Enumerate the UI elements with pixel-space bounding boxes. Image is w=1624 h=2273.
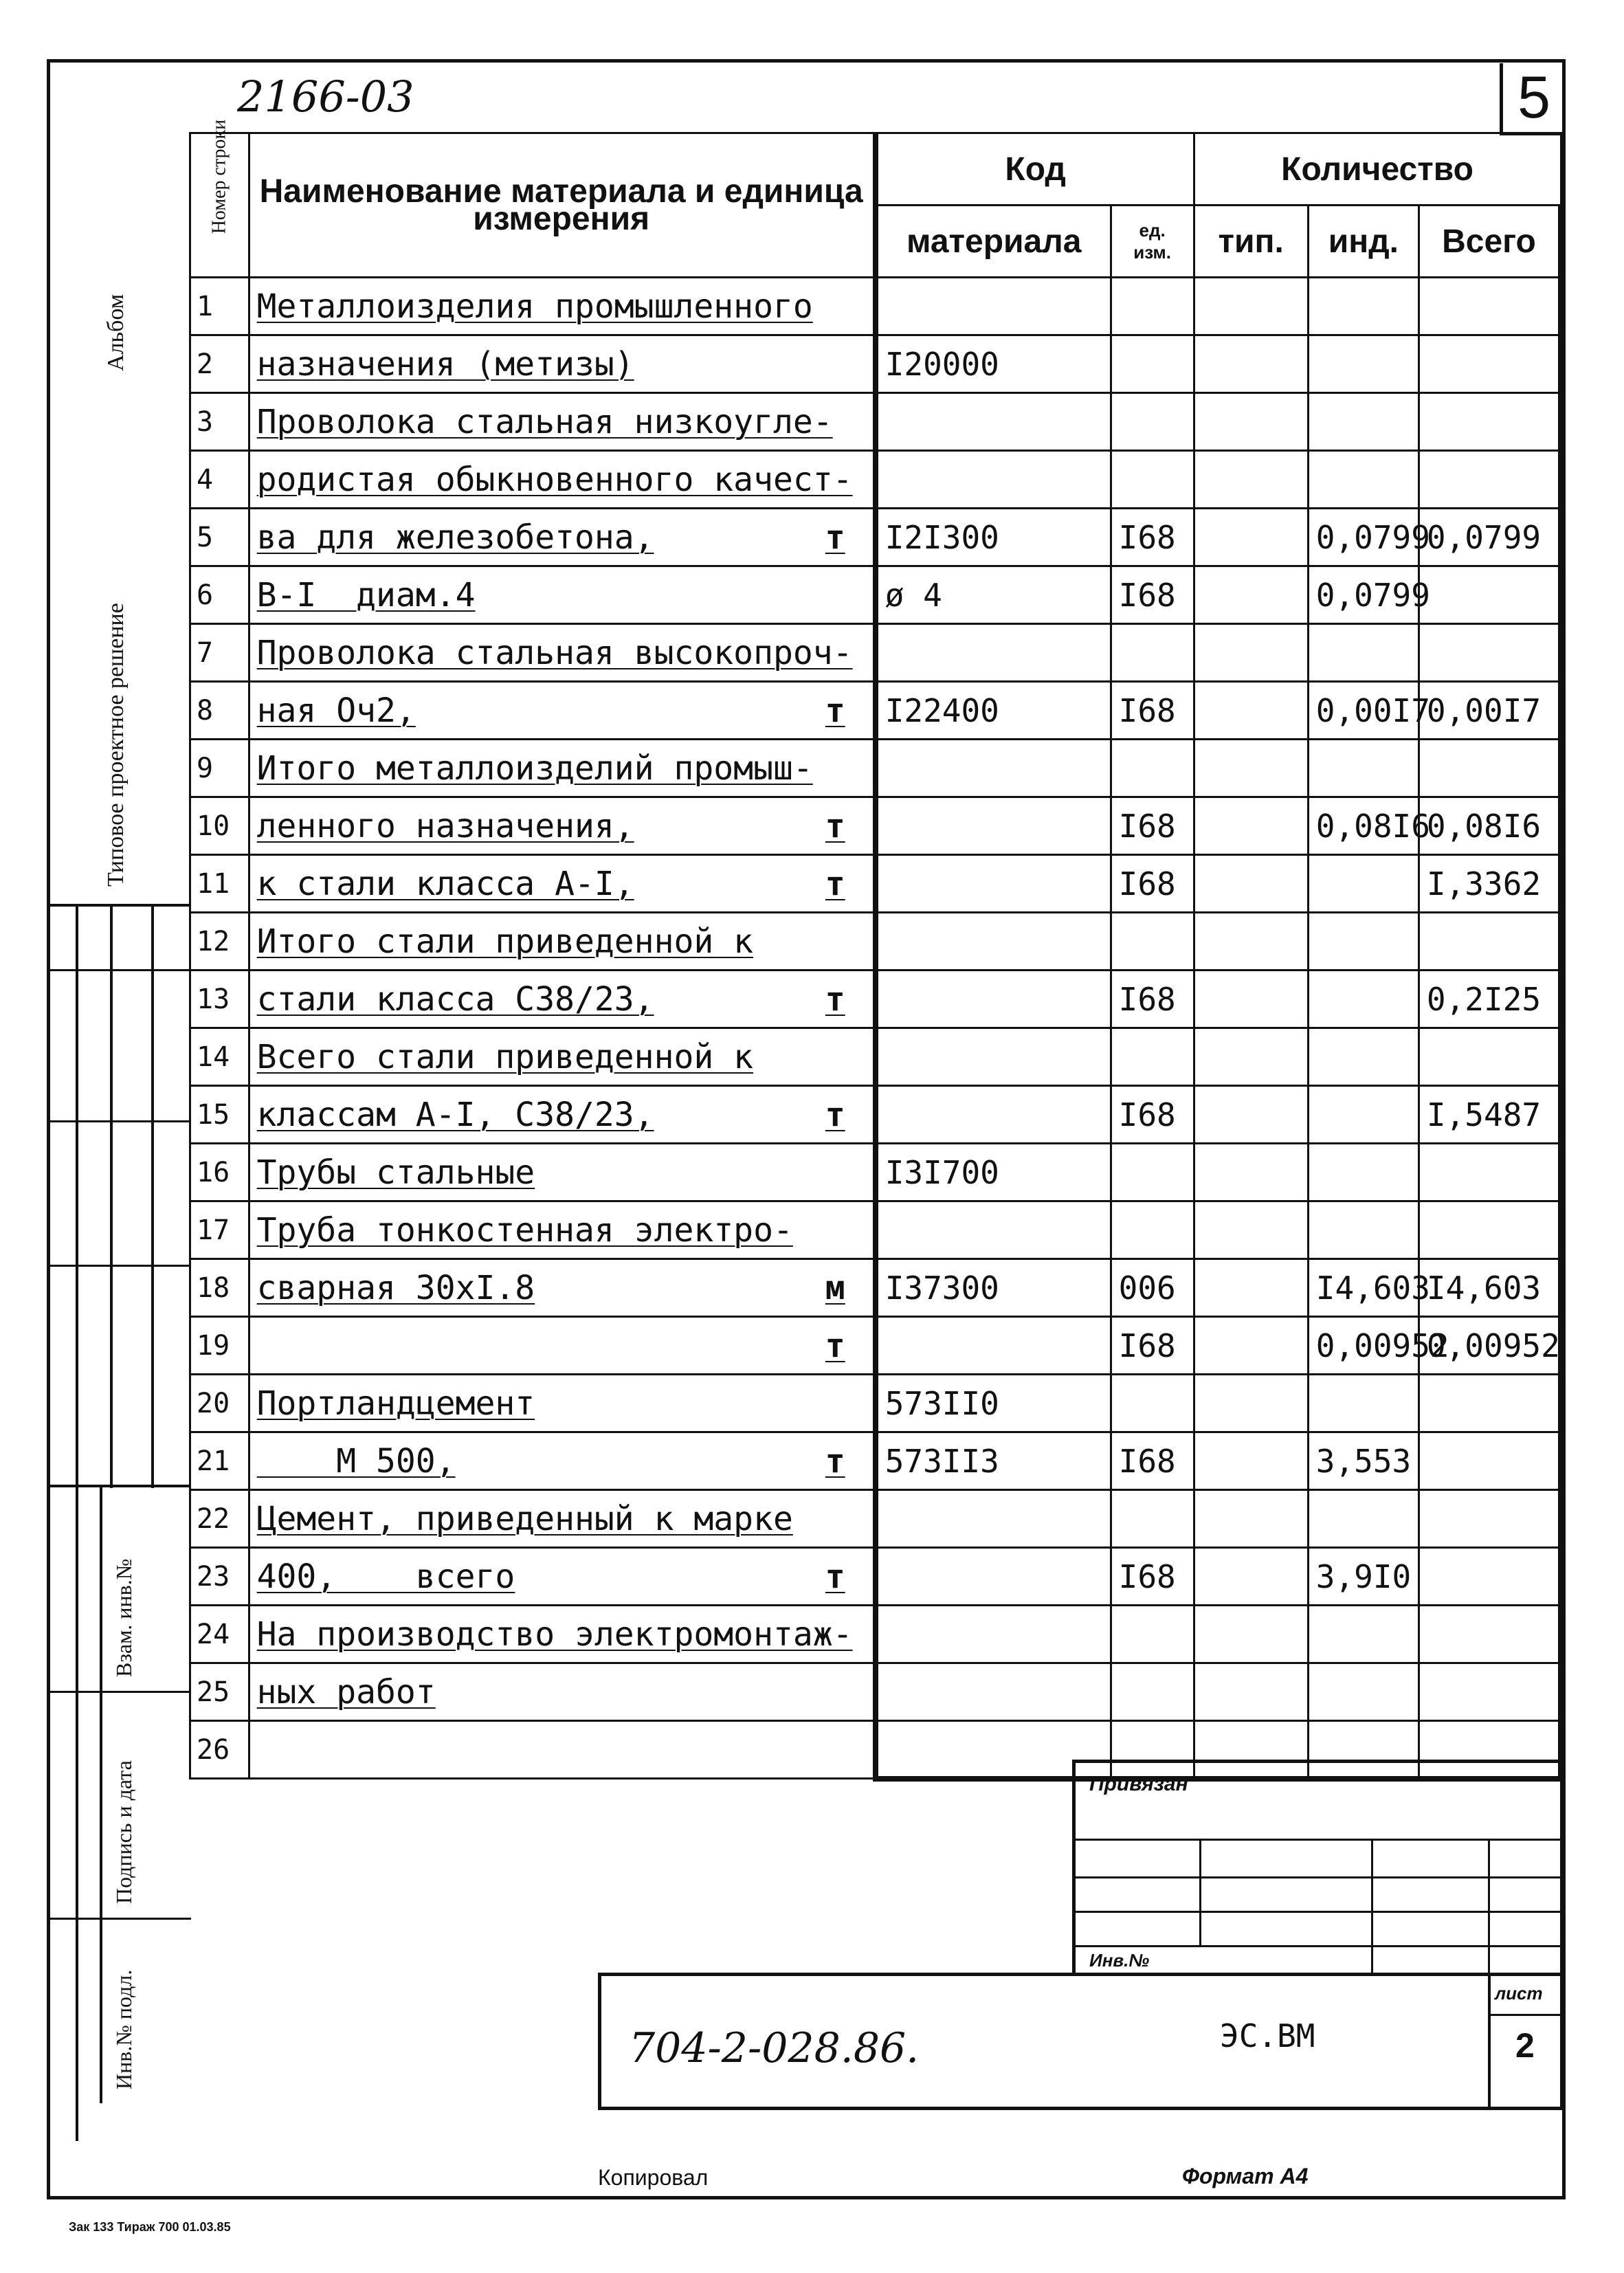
material-code: [876, 740, 1111, 797]
left-stamp-row-4: [47, 1485, 191, 1487]
row-number: 16: [190, 1144, 249, 1201]
row-number: 22: [190, 1490, 249, 1548]
unit-label: т: [825, 979, 845, 1019]
material-name: [249, 509, 876, 566]
document-number: 2166-03: [237, 71, 414, 122]
table-row: [190, 278, 1561, 335]
unit-code: [1111, 913, 1194, 971]
left-stamp-col-2: [110, 904, 113, 1488]
table-row: [190, 1432, 1561, 1490]
table-row: [190, 1548, 1561, 1606]
unit-code: [1111, 740, 1194, 797]
left-stamp-top-line: [47, 904, 191, 907]
row-number: 7: [190, 624, 249, 682]
material-name-text: классам А-I, С38/23,: [256, 1095, 654, 1134]
row-number: 2: [190, 335, 249, 393]
material-code: I3I700: [876, 1144, 1111, 1201]
quantity-total: I,3362: [1419, 855, 1561, 913]
row-number: 24: [190, 1606, 249, 1663]
table-row: [190, 855, 1561, 913]
material-name-text: Труба тонкостенная электро-: [256, 1210, 793, 1250]
quantity-total: [1419, 1606, 1561, 1663]
quantity-ind: 3,9I0: [1308, 1548, 1419, 1606]
quantity-total: [1419, 913, 1561, 971]
material-code: [876, 1201, 1111, 1259]
material-name: [249, 1144, 876, 1201]
quantity-typ: [1194, 451, 1308, 509]
left-stamp-col-3: [151, 904, 154, 1488]
unit-code: I68: [1111, 1086, 1194, 1144]
quantity-ind: [1308, 1375, 1419, 1432]
quantity-total: 0,08I6: [1419, 797, 1561, 855]
material-name: [249, 913, 876, 971]
material-code: [876, 855, 1111, 913]
material-name: [249, 1721, 876, 1779]
quantity-ind: [1308, 971, 1419, 1028]
quantity-ind: 0,0799: [1308, 566, 1419, 624]
material-code: 573II0: [876, 1375, 1111, 1432]
quantity-ind: [1308, 624, 1419, 682]
tb-vline-1: [1199, 1839, 1201, 1945]
table-row: [190, 509, 1561, 566]
row-number: 15: [190, 1086, 249, 1144]
quantity-ind: [1308, 740, 1419, 797]
material-name: [249, 971, 876, 1028]
material-name-text: Проволока стальная высокопроч-: [256, 633, 853, 672]
quantity-total: [1419, 278, 1561, 335]
material-code: I37300: [876, 1259, 1111, 1317]
material-code: [876, 1028, 1111, 1086]
table-row: [190, 740, 1561, 797]
unit-label: т: [825, 1441, 845, 1481]
quantity-total: [1419, 1663, 1561, 1721]
inv-orig-label: Инв.№ подл.: [111, 1969, 136, 2089]
title-inv-label: Инв.№: [1089, 1950, 1150, 1971]
header-ind: инд.: [1308, 206, 1419, 278]
material-name: [249, 335, 876, 393]
quantity-typ: [1194, 682, 1308, 740]
quantity-ind: 3,553: [1308, 1432, 1419, 1490]
material-name: [249, 1432, 876, 1490]
quantity-ind: 0,08I6: [1308, 797, 1419, 855]
unit-code: I68: [1111, 1317, 1194, 1375]
unit-label: т: [825, 1557, 845, 1596]
unit-label: т: [825, 1095, 845, 1134]
material-name: [249, 624, 876, 682]
quantity-ind: 0,00952: [1308, 1317, 1419, 1375]
material-code: I2I300: [876, 509, 1111, 566]
material-code: [876, 1663, 1111, 1721]
unit-code: [1111, 1144, 1194, 1201]
material-name: [249, 1028, 876, 1086]
quantity-total: [1419, 451, 1561, 509]
table-row: [190, 335, 1561, 393]
material-name: [249, 797, 876, 855]
table-row: [190, 913, 1561, 971]
unit-code: [1111, 451, 1194, 509]
header-quantity: Количество: [1194, 133, 1561, 206]
unit-code: [1111, 1028, 1194, 1086]
sheet-number: 5: [1500, 63, 1565, 135]
quantity-ind: [1308, 1028, 1419, 1086]
material-name-text: Металлоизделия промышленного: [256, 287, 813, 326]
material-name-text: ва для железобетона,: [256, 518, 654, 557]
quantity-total: [1419, 1548, 1561, 1606]
material-code: [876, 1490, 1111, 1548]
material-name-text: В-I диам.4: [256, 575, 476, 614]
table-row: [190, 971, 1561, 1028]
quantity-ind: [1308, 335, 1419, 393]
unit-label: т: [825, 1326, 845, 1365]
unit-code: I68: [1111, 971, 1194, 1028]
material-name: [249, 566, 876, 624]
material-name: [249, 278, 876, 335]
table-row: [190, 393, 1561, 451]
unit-code: I68: [1111, 797, 1194, 855]
material-name-text: Портландцемент: [256, 1384, 535, 1423]
material-code: I22400: [876, 682, 1111, 740]
table-header-row-1: [190, 133, 1561, 206]
material-name-text: Цемент, приведенный к марке: [256, 1499, 793, 1538]
material-name-text: Итого металлоизделий промыш-: [256, 749, 813, 788]
material-name-text: стали класса С38/23,: [256, 979, 654, 1019]
main-stamp: [598, 1973, 1564, 2110]
album-label: Альбом: [103, 293, 129, 371]
unit-code: 006: [1111, 1259, 1194, 1317]
material-name: [249, 393, 876, 451]
quantity-typ: [1194, 624, 1308, 682]
quantity-typ: [1194, 1317, 1308, 1375]
quantity-typ: [1194, 1606, 1308, 1663]
section-code: ЭС.ВМ: [1220, 2017, 1315, 2054]
material-name-text: Всего стали приведенной к: [256, 1037, 754, 1076]
unit-code: [1111, 1375, 1194, 1432]
quantity-ind: [1308, 1663, 1419, 1721]
unit-code: [1111, 1490, 1194, 1548]
table-row: [190, 682, 1561, 740]
unit-label: т: [825, 518, 845, 557]
unit-code: [1111, 1663, 1194, 1721]
unit-label: т: [825, 864, 845, 903]
quantity-typ: [1194, 1086, 1308, 1144]
row-number: 5: [190, 509, 249, 566]
material-name-text: ных работ: [256, 1672, 436, 1711]
material-code: [876, 1548, 1111, 1606]
quantity-total: 0,2I25: [1419, 971, 1561, 1028]
material-code: [876, 624, 1111, 682]
material-name: [249, 1259, 876, 1317]
unit-code: [1111, 278, 1194, 335]
quantity-typ: [1194, 740, 1308, 797]
quantity-ind: [1308, 451, 1419, 509]
material-name: [249, 1490, 876, 1548]
quantity-total: [1419, 335, 1561, 393]
table-row: [190, 1317, 1561, 1375]
row-number: 1: [190, 278, 249, 335]
material-name: [249, 1317, 876, 1375]
quantity-ind: [1308, 855, 1419, 913]
quantity-total: [1419, 1490, 1561, 1548]
quantity-typ: [1194, 1663, 1308, 1721]
quantity-total: [1419, 740, 1561, 797]
material-name: [249, 1375, 876, 1432]
unit-label: т: [825, 806, 845, 845]
quantity-typ: [1194, 1548, 1308, 1606]
row-number: 21: [190, 1432, 249, 1490]
quantity-typ: [1194, 855, 1308, 913]
material-name-text: Итого стали приведенной к: [256, 922, 754, 961]
unit-code: I68: [1111, 1548, 1194, 1606]
material-code: 573II3: [876, 1432, 1111, 1490]
row-number: 9: [190, 740, 249, 797]
material-code: [876, 393, 1111, 451]
quantity-total: I,5487: [1419, 1086, 1561, 1144]
quantity-total: I4,603: [1419, 1259, 1561, 1317]
material-name-text: родистая обыкновенного качест-: [256, 460, 853, 499]
table-row: [190, 1144, 1561, 1201]
materials-table: [189, 119, 1564, 1782]
unit-code: [1111, 393, 1194, 451]
quantity-typ: [1194, 335, 1308, 393]
quantity-ind: [1308, 1144, 1419, 1201]
tb-vline-3: [1488, 1839, 1490, 1976]
quantity-typ: [1194, 913, 1308, 971]
table-row: [190, 1086, 1561, 1144]
unit-code: I68: [1111, 566, 1194, 624]
unit-code: I68: [1111, 1432, 1194, 1490]
row-number: 25: [190, 1663, 249, 1721]
unit-code: [1111, 335, 1194, 393]
quantity-ind: [1308, 1201, 1419, 1259]
tb-vline-2: [1371, 1839, 1373, 1976]
sheet-value: 2: [1515, 2026, 1535, 2065]
header-material: материала: [876, 206, 1111, 278]
material-name: [249, 682, 876, 740]
row-number: 3: [190, 393, 249, 451]
quantity-total: [1419, 624, 1561, 682]
quantity-ind: I4,603: [1308, 1259, 1419, 1317]
unit-code: I68: [1111, 509, 1194, 566]
sign-date-label: Подпись и дата: [111, 1760, 136, 1904]
quantity-ind: [1308, 1086, 1419, 1144]
table-row: [190, 624, 1561, 682]
row-number: 18: [190, 1259, 249, 1317]
quantity-total: [1419, 393, 1561, 451]
quantity-total: [1419, 1028, 1561, 1086]
quantity-total: [1419, 1432, 1561, 1490]
unit-label: м: [825, 1268, 845, 1307]
table-row: [190, 797, 1561, 855]
table-row: [190, 1663, 1561, 1721]
inv-replace-label: Взам. инв.№: [111, 1558, 136, 1677]
unit-code: [1111, 1606, 1194, 1663]
left-stamp-row-3: [47, 1265, 191, 1267]
table-row: [190, 451, 1561, 509]
material-code: [876, 971, 1111, 1028]
row-number: 8: [190, 682, 249, 740]
quantity-typ: [1194, 797, 1308, 855]
table-row: [190, 1259, 1561, 1317]
row-number: 6: [190, 566, 249, 624]
header-code: Код: [876, 133, 1194, 206]
quantity-typ: [1194, 278, 1308, 335]
table-row: [190, 1375, 1561, 1432]
material-name: [249, 1548, 876, 1606]
table-row: [190, 1606, 1561, 1663]
material-name-text: ная Оч2,: [256, 691, 416, 730]
quantity-total: 0,0799: [1419, 509, 1561, 566]
quantity-ind: 0,00I7: [1308, 682, 1419, 740]
row-number: 26: [190, 1721, 249, 1779]
quantity-ind: 0,0799: [1308, 509, 1419, 566]
quantity-typ: [1194, 393, 1308, 451]
quantity-typ: [1194, 971, 1308, 1028]
quantity-typ: [1194, 509, 1308, 566]
stamp-vline: [1488, 1976, 1491, 2107]
material-name: [249, 740, 876, 797]
row-number: 11: [190, 855, 249, 913]
header-name: Наименование материала и единица измерения: [249, 133, 876, 278]
row-number: 23: [190, 1548, 249, 1606]
row-number: 20: [190, 1375, 249, 1432]
linked-label: Привязан: [1089, 1773, 1188, 1795]
material-name-text: ленного назначения,: [256, 806, 634, 845]
header-typ: тип.: [1194, 206, 1308, 278]
material-code: [876, 278, 1111, 335]
material-code: [876, 1317, 1111, 1375]
quantity-total: [1419, 1144, 1561, 1201]
material-code: [876, 913, 1111, 971]
material-name: [249, 1201, 876, 1259]
unit-code: [1111, 624, 1194, 682]
quantity-total: [1419, 1201, 1561, 1259]
quantity-ind: [1308, 1490, 1419, 1548]
quantity-ind: [1308, 1606, 1419, 1663]
material-name-text: сварная 30хI.8: [256, 1268, 535, 1307]
quantity-typ: [1194, 1259, 1308, 1317]
material-name: [249, 1086, 876, 1144]
left-stamp-col-1: [76, 904, 78, 2141]
material-name-text: Трубы стальные: [256, 1153, 535, 1192]
row-number: 4: [190, 451, 249, 509]
sheet-label: лист: [1495, 1983, 1543, 2004]
material-name: [249, 855, 876, 913]
stamp-hline: [1488, 2014, 1564, 2016]
row-number: 19: [190, 1317, 249, 1375]
quantity-typ: [1194, 1490, 1308, 1548]
table-row: [190, 1490, 1561, 1548]
quantity-total: 0,00952: [1419, 1317, 1561, 1375]
material-code: [876, 451, 1111, 509]
material-code: I20000: [876, 335, 1111, 393]
material-name-text: назначения (метизы): [256, 344, 634, 384]
row-number: 12: [190, 913, 249, 971]
left-stamp-row-1: [47, 969, 191, 971]
quantity-typ: [1194, 1432, 1308, 1490]
material-code: [876, 1086, 1111, 1144]
table-row: [190, 566, 1561, 624]
material-name-text: М 500,: [256, 1441, 456, 1481]
row-number: 14: [190, 1028, 249, 1086]
quantity-ind: [1308, 278, 1419, 335]
quantity-total: [1419, 1375, 1561, 1432]
typical-project-label: Типовое проектное решение: [103, 603, 129, 887]
quantity-typ: [1194, 566, 1308, 624]
header-row-no: Номер строки: [190, 133, 249, 278]
quantity-total: [1419, 566, 1561, 624]
unit-code: I68: [1111, 855, 1194, 913]
quantity-typ: [1194, 1144, 1308, 1201]
quantity-total: 0,00I7: [1419, 682, 1561, 740]
unit-code: I68: [1111, 682, 1194, 740]
unit-code: [1111, 1201, 1194, 1259]
left-stamp-row-2: [47, 1120, 191, 1122]
left-stamp-col-4: [100, 1485, 102, 2103]
table-row: [190, 1201, 1561, 1259]
left-stamp-row-6: [47, 1918, 191, 1920]
project-code: 704-2-028.86.: [629, 2024, 920, 2072]
table-row: [190, 1028, 1561, 1086]
row-number: 13: [190, 971, 249, 1028]
quantity-ind: [1308, 913, 1419, 971]
row-number: 10: [190, 797, 249, 855]
material-name-text: На производство электромонтаж-: [256, 1615, 853, 1654]
material-name-text: к стали класса А-I,: [256, 864, 634, 903]
copied-label: Копировал: [598, 2165, 709, 2190]
material-code: ø 4: [876, 566, 1111, 624]
row-number: 17: [190, 1201, 249, 1259]
material-name: [249, 451, 876, 509]
header-total: Всего: [1419, 206, 1561, 278]
print-info: Зак 133 Тираж 700 01.03.85: [69, 2220, 231, 2234]
left-stamp-row-5: [47, 1691, 191, 1693]
quantity-typ: [1194, 1375, 1308, 1432]
quantity-typ: [1194, 1201, 1308, 1259]
material-name-text: 400, всего: [256, 1557, 515, 1596]
material-name: [249, 1606, 876, 1663]
quantity-ind: [1308, 393, 1419, 451]
material-code: [876, 1606, 1111, 1663]
material-name: [249, 1663, 876, 1721]
header-unit-code: ед. изм.: [1111, 206, 1194, 278]
unit-label: т: [825, 691, 845, 730]
quantity-typ: [1194, 1028, 1308, 1086]
format-label: Формат А4: [1182, 2164, 1309, 2188]
material-name-text: Проволока стальная низкоугле-: [256, 402, 833, 441]
material-code: [876, 797, 1111, 855]
